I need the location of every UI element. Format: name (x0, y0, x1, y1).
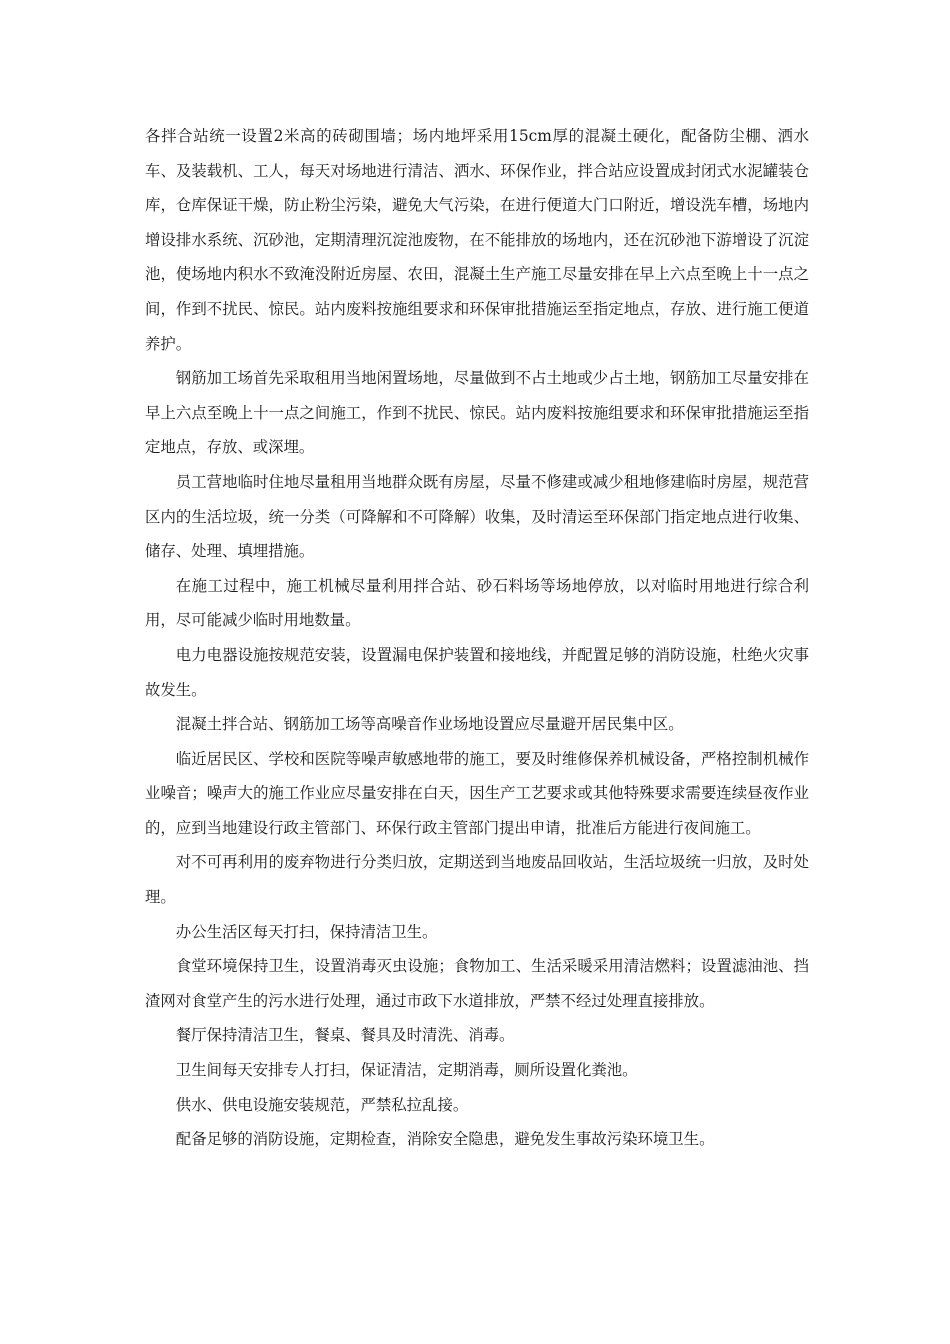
paragraph-restrooms: 卫生间每天安排专人打扫，保证清洁，定期消毒，厕所设置化粪池。 (175, 1061, 638, 1080)
paragraph-noise-siting: 混凝土拌合站、钢筋加工场等高噪音作业场地设置应尽量避开居民集中区。 (175, 715, 684, 734)
document-body (145, 119, 809, 1157)
paragraph-machinery-parking: 在施工过程中，施工机械尽量利用拌合站、砂石料场等场地停放，以对临时用地进行综合利用，尽可能减少临时用地数量。 (145, 576, 809, 630)
paragraph-utilities: 供水、供电设施安装规范，严禁私拉乱接。 (175, 1095, 469, 1114)
paragraph-canteen: 食堂环境保持卫生，设置消毒灭虫设施；食物加工、生活采暖采用清洁燃料；设置滤油池、挡渣网对食堂产生的污水进行处理，通过市政下水道排放，严禁不经过处理直接排放。 (145, 957, 809, 1010)
paragraph-electrical-safety: 电力电器设施按规范安装，设置漏电保护装置和接地线，并配置足够的消防设施，杜绝火灾事故发生。 (145, 645, 809, 699)
paragraph-rebar-yard: 钢筋加工场首先采取租用当地闲置场地，尽量做到不占土地或少占土地，钢筋加工尽量安排在早上六点至晚上十一点之间施工，作到不扰民、惊民。站内废料按施组要求和环保审批措施运至指定地点，存放、或深埋。 (145, 369, 809, 457)
paragraph-office-cleaning: 办公生活区每天打扫，保持清洁卫生。 (175, 922, 438, 941)
paragraph-noise-control: 临近居民区、学校和医院等噪声敏感地带的施工，要及时维修保养机械设备，严格控制机械作业噪音；噪声大的施工作业应尽量安排在白天，因生产工艺要求或其他特殊要求需要连续昼夜作业的，应到当地建设行政主管部门、环保行政主管部门提出申请，批准后方能进行夜间施工。 (145, 749, 809, 837)
paragraph-fire-safety: 配备足够的消防设施，定期检查，消除安全隐患，避免发生事故污染环境卫生。 (175, 1130, 715, 1149)
paragraph-dining-hall: 餐厅保持清洁卫生，餐桌、餐具及时清洗、消毒。 (175, 1026, 515, 1045)
paragraph-waste-disposal: 对不可再利用的废弃物进行分类归放，定期送到当地废品回收站，生活垃圾统一归放，及时处理。 (145, 853, 809, 907)
paragraph-staff-camp: 员工营地临时住地尽量租用当地群众既有房屋，尽量不修建或减少租地修建临时房屋，规范营区内的生活垃圾，统一分类（可降解和不可降解）收集，及时清运至环保部门指定地点进行收集、储存、处理、填埋措施。 (145, 472, 809, 561)
paragraph-batching-plant: 各拌合站统一设置2米高的砖砌围墙；场内地坪采用15cm厚的混凝土硬化，配备防尘棚、洒水车、及装载机、工人，每天对场地进行清洁、洒水、环保作业，拌合站应设置成封闭式水泥罐装仓库，仓库保证干燥，防止粉尘污染，避免大气污染，在进行便道大门口附近，增设洗车槽，场地内增设排水系统、沉砂池，定期清理沉淀池废物，在不能排放的场地内，还在沉砂池下游增设了沉淀池，使场地内积水不致淹没附近房屋、农田，混凝土生产施工尽量安排在早上六点至晚上十一点之间，作到不扰民、惊民。站内废料按施组要求和环保审批措施运至指定地点，存放、进行施工便道养护。 (145, 127, 809, 353)
